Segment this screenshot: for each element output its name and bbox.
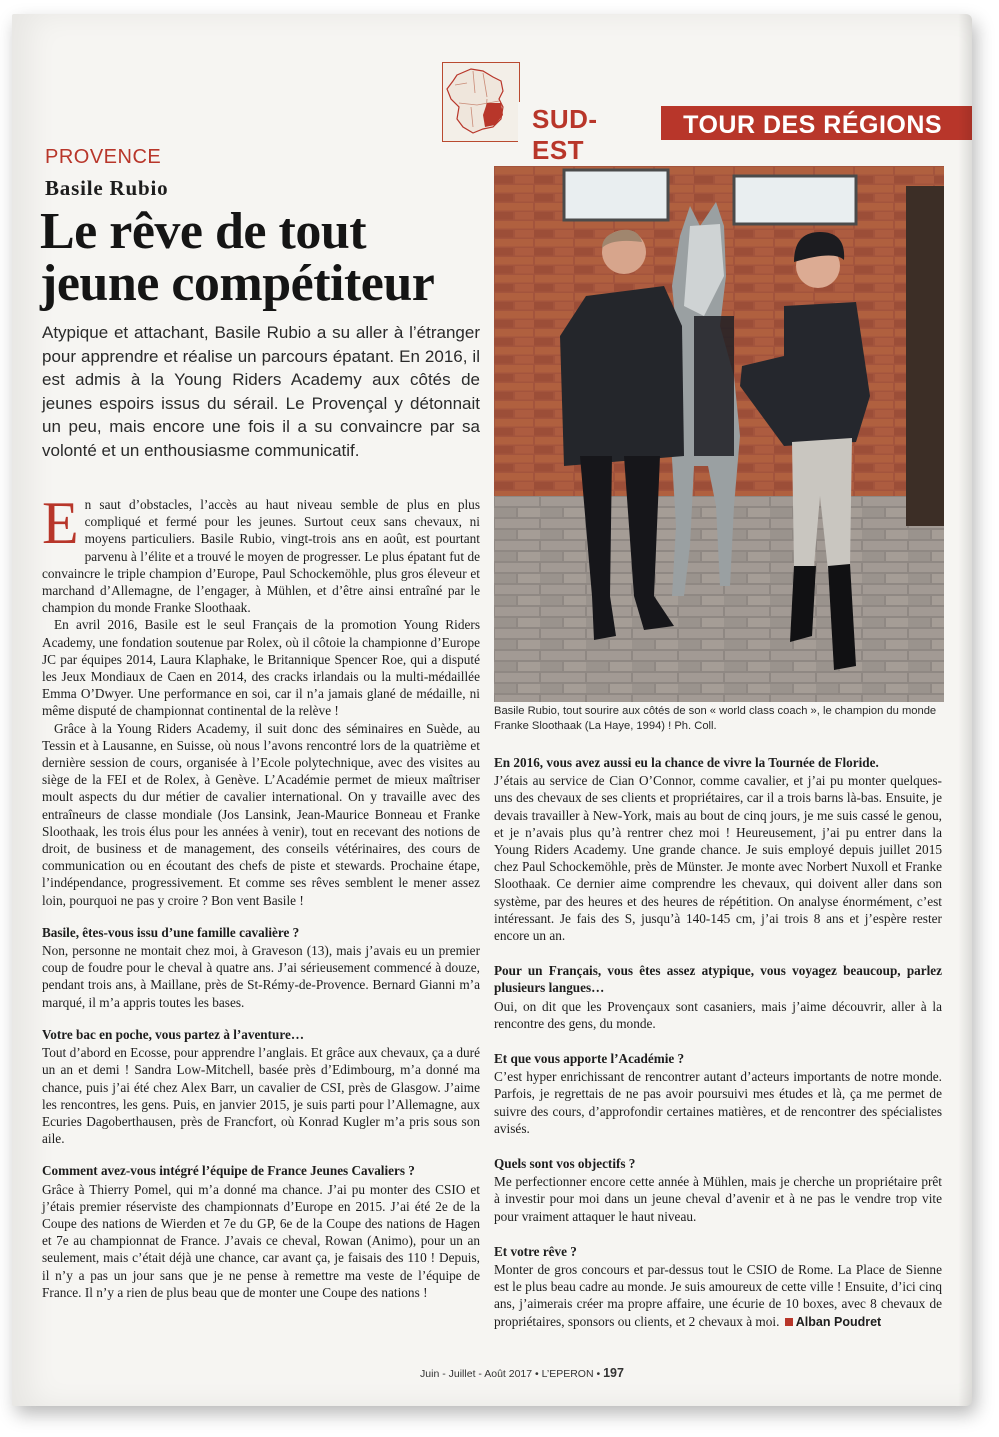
question: Votre bac en poche, vous partez à l’aventure… [42,1026,305,1042]
byline: Alban Poudret [795,1314,882,1329]
magazine-page [12,14,972,1406]
question: Basile, êtes-vous issu d’une famille cavalière ? [42,924,300,940]
answer: Non, personne ne montait chez moi, à Graveson (13), mais j’avais eu un premier coup de foudre pour le cheval à quatre ans. J’ai sérieusement commencé à douze, pendant trois ans, à Maillane, près de St-Rémy-de-Provence. Bernard Gianni m’a marqué, il m’a appris toutes les bases. [42,943,480,1010]
answer: C’est hyper enrichissant de rencontrer autant d’acteurs importants de notre monde. Parfois, je regrettais de ne pas avoir poursuivi mes études et là, ça me permet de suivre des cours, d’approfondir certaines matières, et de rencontrer des spécialistes avisés. [494,1069,942,1136]
question: Comment avez-vous intégré l’équipe de France Jeunes Cavaliers ? [42,1163,415,1179]
answer: J’étais au service de Cian O’Connor, comme cavalier, et j’ai pu monter quelques-uns des chevaux de ses clients et propriétaires, car il a trois barns là-bas. Ensuite, je devais travailler à New-York, mais au bout de cinq jours, je me suis cassé le genou, et je n’avais plus qu’à rentrer chez moi ! Heureusement, j’ai pu entrer dans la Young Riders Academy. Une grande chance. Je suis employé depuis juillet 2015 chez Paul Schockemöhle, près de Münster. Je monte avec Norbert Nuxoll et Franke Sloothaak. Ce dernier aime comprendre les chevaux, qui doivent aller dans son système, par des heures et des heures de répétition. On analyse énormément, c’est intéressant. Je fais des S, jusqu’à 140-145 cm, j’ai trois 8 ans et j’espère rester encore un an. [494,773,942,944]
answer: Me perfectionner encore cette année à Mühlen, mais je cherche un propriétaire prêt à investir pour moi dans un jeune cheval d’avenir et à ne pas le vendre trop vite pour vraiment attaquer le haut niveau. [494,1174,942,1224]
paragraph-3: Grâce à la Young Riders Academy, il suit donc des séminaires en Suède, au Tessin et à Lausanne, en Suisse, où nous l’avons rencontré lors de la quatrième et dernière session de cours, organisée à l’Ecole polytechnique, avec des visites au siège de la FEI et de Rolex, à Genève. L’Académie permet de mieux maîtriser moult aspects du dur métier de cavalier international. On y travaille avec des entraîneurs de classe mondiale (Jos Lansink, Jean-Maurice Bonneau et Franke Sloothaak, les trois élus pour les années à venir), tout en recevant des notions de droit, de business et de management, des conseils vétérinaires, des cours de communication ou en écoutant des chefs de piste et stewards. Prochaine étape, l’indépendance, progressivement. Et comme ses rêves semblent le mener assez loin, pourquoi ne pas y croire ? Bon vent Basile ! [42,720,480,908]
article-photo [494,166,944,702]
issue-info: Juin - Juillet - Août 2017 • L’EPERON • [420,1368,601,1380]
question: En 2016, vous avez aussi eu la chance de vivre la Tournée de Floride. [494,755,879,770]
body-column-left [42,490,480,1301]
answer: Oui, on dit que les Provençaux sont casaniers, mais j’aime découvrir, aller à la rencontre des gens, du monde. [494,998,942,1031]
france-map-icon [442,62,520,142]
kicker: PROVENCE [45,146,162,168]
section-banner [518,102,972,165]
answer: Monter de gros concours et par-dessus tout le CSIO de Rome. La Place de Sienne est le plus beau cadre au monde. Je suis amoureux de cette ville ! Ensuite, d’ici cinq ans, j’aimerais créer ma propre affaire, une écurie de 10 boxes, avec 8 chevaux de propriétaires, sponsors ou clients, et 2 chevaux à moi. Alban Poudret [494,1262,942,1329]
page-footer [392,1366,652,1380]
body-column-right [494,754,942,1331]
headline: Le rêve de tout jeune compétiteur [40,203,435,312]
question: Et votre rêve ? [494,1243,577,1259]
lede: Atypique et attachant, Basile Rubio a su aller à l’étranger pour apprendre et réalise un parcours épatant. En 2016, il est admis à la Young Riders Academy aux côtés de jeunes espoirs issus du sérail. Le Provençal y détonnait un peu, mais encore une fois il a su convaincre par sa volonté et un enthousiasme communicatif. [42,323,480,460]
drop-cap: E [42,490,79,556]
section-tag: TOUR DES RÉGIONS [661,106,972,140]
question: Quels sont vos objectifs ? [494,1156,636,1172]
region-tag: SUD-EST [518,102,661,142]
subject-name: Basile Rubio [45,176,169,200]
page-number: 197 [603,1366,624,1380]
photo-caption: Basile Rubio, tout sourire aux côtés de son « world class coach », le champion du monde Franke Sloothaak (La Haye, 1994) ! Ph. Coll. [494,705,937,732]
answer: Tout d’abord en Ecosse, pour apprendre l’anglais. Et grâce aux chevaux, ça a duré un an et demi ! Sandra Low-Mitchell, basée près d’Edimbourg, m’a donné ma chance, puis j’ai été chez Alex Barr, un cavalier de CSI, près de Glasgow. J’aime les rencontres, les gens. Puis, en janvier 2015, je suis parti pour l’Allemagne, aux Ecuries Dagoberthausen, près de Francfort, où Konrad Kugler m’a pris sous son aile. [42,1045,480,1147]
answer: Grâce à Thierry Pomel, qui m’a donné ma chance. J’ai pu monter des CSIO et j’étais premier réserviste des championnats d’Europe en 2015. J’ai été 2e de la Coupe des nations de Wierden et 7e du GP, 6e de la Coupe des nations de Hagen et 7e au championnat de France. J’avais ce cheval, Rowan (Animo), pour un an seulement, mais c’était déjà une chance, car avant ça, je faisais des 110 ! Depuis, il n’y a pas un jour sans que je ne pense à remettre ma veste de l’équipe de France. Il n’y a rien de plus beau que de monter une Coupe des nations ! [42,1181,480,1300]
question: Pour un Français, vous êtes assez atypique, vous voyagez beaucoup, parlez plusieurs langues… [494,963,942,996]
paragraph-1: En saut d’obstacles, l’accès au haut niveau semble de plus en plus compliqué et fermé pour les jeunes. Surtout ceux sans chevaux, ni moyens particuliers. Basile Rubio, vingt-trois ans en août, est pourtant parvenu à l’élite et a trouvé le moyen de progresser. Le plus épatant fut de convaincre le triple champion d’Europe, Paul Schockemöhle, plus gros éleveur et marchand d’Allemagne, de l’engager, à Mühlen, et d’être ainsi entraîné par le champion du monde Franke Sloothaak. [42,490,480,616]
paragraph-2: En avril 2016, Basile est le seul Français de la promotion Young Riders Academy, une fondation soutenue par Rolex, où il côtoie la championne d’Europe JC par équipes 2014, Laura Klaphake, le Britannique Spencer Roe, qui a disputé les Jeux Mondiaux de Caen en 2014, des cracks irlandais ou la multi-médaillée Emma O’Dwyer. Une performance en soi, car il n’a jamais glané de médaille, ni même disputé de championnat continental de la relève ! [42,617,480,719]
end-mark-icon [785,1318,793,1326]
question: Et que vous apporte l’Académie ? [494,1051,685,1067]
